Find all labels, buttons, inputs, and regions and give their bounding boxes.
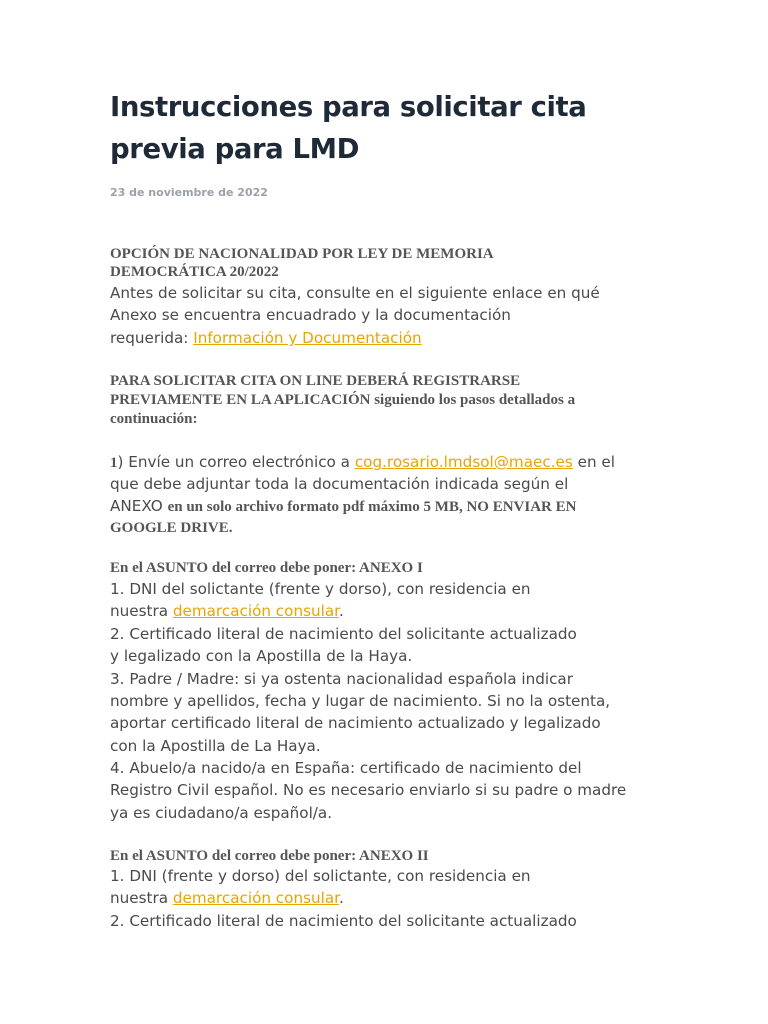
step1-line2: que debe adjuntar toda la documentación indicada según el — [110, 475, 569, 493]
step1-line3-bold: en un solo archivo formato pdf máximo 5 MB, NO ENVIAR EN — [167, 499, 577, 515]
article-title — [110, 86, 670, 170]
step1-line4: GOOGLE DRIVE. — [110, 520, 233, 536]
annex2-item1-line1: 1. DNI (frente y dorso) del solictante, con residencia en — [110, 867, 531, 885]
annex1-item1-prefix: nuestra — [110, 602, 173, 620]
annex2-item1-prefix: nuestra — [110, 889, 173, 907]
step1-line1 — [110, 453, 615, 472]
annex1-item3-line1: 3. Padre / Madre: si ya ostenta nacionalidad española indicar — [110, 670, 573, 688]
annex2-item2-line1: 2. Certificado literal de nacimiento del solicitante actualizado — [110, 912, 577, 930]
annex1-item3-line3: aportar certificado literal de nacimiento actualizado y legalizado — [110, 714, 601, 732]
section1-text-prefix: requerida: — [110, 329, 194, 347]
step1-text-after: en el — [572, 453, 616, 471]
section1-heading-line1: OPCIÓN DE NACIONALIDAD POR LEY DE MEMORIA — [110, 246, 494, 262]
section1-text-line1: Antes de solicitar su cita, consulte en el siguiente enlace en qué — [110, 284, 600, 302]
article — [110, 86, 670, 930]
annex1-item2-line2: y legalizado con la Apostilla de la Haya. — [110, 647, 413, 665]
step1-line3 — [110, 497, 576, 516]
annex1-item1-suffix: . — [339, 602, 344, 620]
article-date: 23 de noviembre de 2022 — [110, 186, 268, 199]
annex1-item1-line1: 1. DNI del solictante (frente y dorso), con residencia en — [110, 580, 531, 598]
annex1-heading: En el ASUNTO del correo debe poner: ANEXO I — [110, 560, 423, 576]
section1-heading-line2: DEMOCRÁTICA 20/2022 — [110, 264, 279, 280]
annex1-item2-line1: 2. Certificado literal de nacimiento del solicitante actualizado — [110, 625, 577, 643]
annex1-item4-line1: 4. Abuelo/a nacido/a en España: certificado de nacimiento del — [110, 759, 582, 777]
demarcacion-consular-link-2[interactable]: demarcación consular — [172, 889, 339, 907]
annex1-item4-line3: ya es ciudadano/a español/a. — [110, 804, 333, 822]
annex1-item1-line2 — [110, 602, 344, 620]
annex2-heading: En el ASUNTO del correo debe poner: ANEXO II — [110, 848, 429, 864]
section1-text-line3 — [110, 329, 422, 347]
annex2-item1-suffix: . — [339, 889, 344, 907]
section2-line2: PREVIAMENTE EN LA APLICACIÓN siguiendo los pasos detallados a — [110, 392, 576, 408]
section2-line3: continuación: — [110, 411, 198, 427]
step1-number: 1 — [110, 455, 118, 471]
annex1-item3-line2: nombre y apellidos, fecha y lugar de nacimiento. Si no la ostenta, — [110, 692, 611, 710]
step1-text-before: Envíe un correo electrónico a — [123, 453, 355, 471]
demarcacion-consular-link[interactable]: demarcación consular — [172, 602, 339, 620]
article-title-line2: previa para LMD — [110, 133, 360, 165]
step1-line3-prefix: ANEXO — [110, 497, 168, 515]
info-documentacion-link[interactable]: Información y Documentación — [193, 329, 422, 347]
annex2-item1-line2 — [110, 889, 344, 907]
step1-paren: ) — [117, 453, 124, 471]
section1-text-line2: Anexo se encuentra encuadrado y la documentación — [110, 306, 511, 324]
annex1-item3-line4: con la Apostilla de La Haya. — [110, 737, 321, 755]
email-link[interactable]: cog.rosario.lmdsol@maec.es — [354, 453, 573, 471]
article-title-line1: Instrucciones para solicitar cita — [110, 91, 587, 123]
section2-line1: PARA SOLICITAR CITA ON LINE DEBERÁ REGISTRARSE — [110, 373, 521, 389]
annex1-item4-line2: Registro Civil español. No es necesario enviarlo si su padre o madre — [110, 781, 627, 799]
